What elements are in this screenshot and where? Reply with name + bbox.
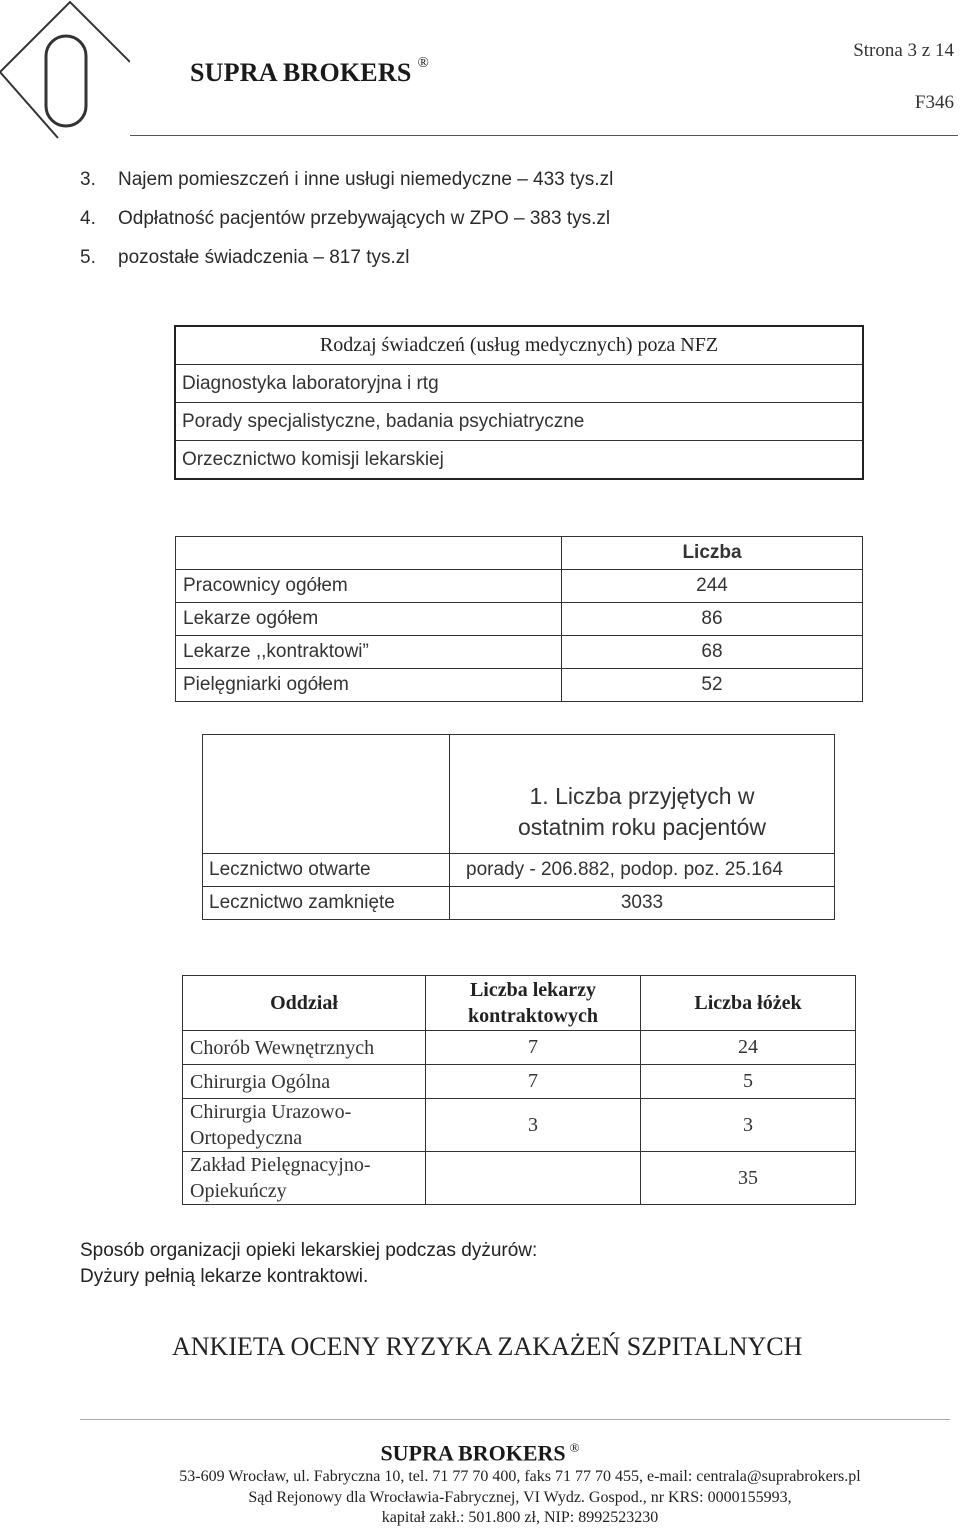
footer-brand: SUPRA BROKERS ® [380, 1440, 580, 1466]
table-cell: 7 [426, 1031, 641, 1065]
table-cell: 3 [641, 1099, 856, 1152]
table-cell: 86 [562, 603, 863, 636]
section-title: ANKIETA OCENY RYZYKA ZAKAŻEŃ SZPITALNYCH [172, 1332, 803, 1361]
table-cell: 3 [426, 1099, 641, 1152]
table-row [175, 365, 863, 403]
table-cell: porady - 206.882, podop. poz. 25.164 [450, 854, 835, 887]
table-row [176, 636, 863, 669]
table-row [183, 976, 856, 1031]
registered-mark: ® [417, 55, 430, 72]
list-item: 4. Odpłatność pacjentów przebywających w ZPO – 383 tys.zl [80, 208, 611, 229]
table-header: 1. Liczba przyjętych w ostatnim roku pacjentów [450, 735, 835, 854]
table-row [183, 1152, 856, 1205]
table-header: Liczba łóżek [641, 976, 856, 1031]
list-item: 5. pozostałe świadczenia – 817 tys.zl [80, 247, 410, 268]
table-row [175, 403, 863, 441]
table-row [183, 1099, 856, 1152]
table-cell: 3033 [450, 887, 835, 920]
duty-heading: Sposób organizacji opieki lekarskiej podczas dyżurów: [80, 1240, 538, 1261]
table-row [203, 887, 835, 920]
table-cell: 52 [562, 669, 863, 702]
table-cell: Pielęgniarki ogółem [176, 669, 562, 702]
table-cell: Lekarze ,,kontraktowi” [176, 636, 562, 669]
table-cell: Diagnostyka laboratoryjna i rtg [175, 365, 863, 403]
document-code: F346 [914, 92, 954, 113]
table-row [176, 537, 863, 570]
table-header: Liczba [562, 537, 863, 570]
admissions-table [202, 734, 835, 920]
table-cell: Porady specjalistyczne, badania psychiatryczne [175, 403, 863, 441]
duty-text: Dyżury pełnią lekarze kontraktowi. [80, 1266, 369, 1287]
table-cell: 68 [562, 636, 863, 669]
footer-court: Sąd Rejonowy dla Wrocławia-Fabrycznej, VI Wydz. Gospod., nr KRS: 0000155993, [248, 1489, 792, 1506]
table-row [175, 441, 863, 480]
table-cell: 7 [426, 1065, 641, 1099]
table-row [176, 669, 863, 702]
table-cell: Lecznictwo zamknięte [203, 887, 450, 920]
wards-table [182, 975, 856, 1205]
table-cell: Zakład Pielęgnacyjno-Opiekuńczy [183, 1152, 426, 1205]
services-table [174, 325, 864, 480]
table-cell: Orzecznictwo komisji lekarskiej [175, 441, 863, 480]
table-cell: Chirurgia Urazowo-Ortopedyczna [183, 1099, 426, 1152]
table-header: Rodzaj świadczeń (usług medycznych) poza NFZ [175, 326, 863, 365]
table-row [175, 326, 863, 365]
table-header: Oddział [183, 976, 426, 1031]
footer-capital: kapitał zakł.: 501.800 zł, NIP: 8992523230 [381, 1509, 659, 1526]
table-cell: 24 [641, 1031, 856, 1065]
table-row [203, 735, 835, 854]
list-item: 3. Najem pomieszczeń i inne usługi niemedyczne – 433 tys.zl [80, 169, 614, 190]
brand-name: SUPRA BROKERS ® [190, 55, 430, 87]
footer-rule [80, 1419, 950, 1420]
table-cell: Chirurgia Ogólna [183, 1065, 426, 1099]
header-rule [130, 135, 958, 136]
table-cell: 244 [562, 570, 863, 603]
table-header: Liczba lekarzy kontraktowych [426, 976, 641, 1031]
table-cell: 35 [641, 1152, 856, 1205]
table-row [176, 570, 863, 603]
page-number: Strona 3 z 14 [853, 40, 954, 61]
table-cell: Lekarze ogółem [176, 603, 562, 636]
table-cell: 5 [641, 1065, 856, 1099]
supra-brokers-logo [0, 0, 130, 140]
table-row [176, 603, 863, 636]
table-cell: Pracownicy ogółem [176, 570, 562, 603]
table-cell: Chorób Wewnętrznych [183, 1031, 426, 1065]
table-row [183, 1065, 856, 1099]
footer-address: 53-609 Wrocław, ul. Fabryczna 10, tel. 71 77 70 400, faks 71 77 70 455, e-mail: centrala@suprabrokers.pl [179, 1468, 861, 1485]
staff-table [175, 536, 863, 702]
table-row [203, 854, 835, 887]
table-cell [426, 1152, 641, 1205]
table-row [183, 1031, 856, 1065]
table-cell: Lecznictwo otwarte [203, 854, 450, 887]
registered-mark: ® [569, 1440, 580, 1455]
